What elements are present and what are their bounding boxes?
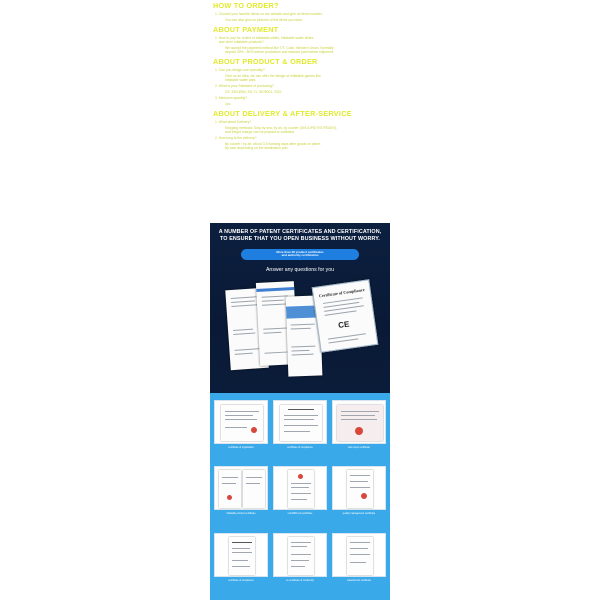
certificate-caption: en14960 test certificate xyxy=(287,512,313,515)
certificate-card xyxy=(212,530,270,598)
question: 1. Choose your favorite items on our website and give us items number. xyxy=(215,12,323,16)
certificate-thumbnail xyxy=(332,400,386,444)
answer: 1pc. xyxy=(225,101,232,106)
question: 1. Can you design one specially? xyxy=(215,68,265,73)
question: 2. What is your Standard of producing? xyxy=(215,84,274,89)
certificate-card xyxy=(330,463,388,531)
certificate-card xyxy=(271,530,329,598)
answer: We accept the payment method like T/T, Cash, Western Union. Normally deposit 30% - 50% before production and balance paid before shipment. xyxy=(225,45,334,55)
certificate-thumbnail xyxy=(214,400,268,444)
answer: CE, EN14960, EN 71, ISO9001, SGS. xyxy=(225,90,283,95)
faq-section-delivery xyxy=(213,109,393,150)
certificate-caption: inflatable product certificate xyxy=(226,512,256,515)
banner-headline xyxy=(210,229,390,243)
faq-section xyxy=(213,1,393,219)
certificate-thumbnail xyxy=(332,466,386,510)
faq-section-how-to-order xyxy=(213,1,393,22)
certificate-of-compliance-document xyxy=(312,279,379,352)
answer: You can also give us pictures of the items you want. xyxy=(225,17,303,22)
certificate-card xyxy=(330,397,388,465)
section-title: ABOUT PAYMENT xyxy=(213,24,279,34)
certificate-caption: material test certificate xyxy=(347,579,371,582)
faq-section-product-order xyxy=(213,57,393,106)
question: 1. What about Delivery? xyxy=(215,120,252,125)
answer: Give us an idea, we can offer the design of inflatable games like inflatable water park. xyxy=(225,73,321,83)
question: 2. How long is the delivery? xyxy=(215,136,257,141)
section-title: ABOUT PRODUCT & ORDER xyxy=(213,57,318,67)
certificate-caption: ce certificate of conformity xyxy=(286,579,314,582)
section-title: HOW TO ORDER? xyxy=(213,1,279,10)
certificate-card xyxy=(271,463,329,531)
certificate-card xyxy=(212,463,270,531)
pill-line1: More than 20 product certificates xyxy=(276,249,324,254)
question: 3. Minimum quantity? xyxy=(215,96,248,101)
banner-headline-line1: A NUMBER OF PATENT CERTIFICATES AND CERTIFICATION, xyxy=(218,229,382,235)
certificate-caption: quality management certificate xyxy=(342,512,376,515)
certificate-card xyxy=(271,397,329,465)
answer: Shipping methods: Ship by sea, by air, by courier (DHL/UPS/TNT/FEDEX), and freight charge can be prepaid or collected. xyxy=(225,125,338,135)
banner-headline-line2: TO ENSURE THAT YOU OPEN BUSINESS WITHOUT WORRY. xyxy=(220,236,380,242)
ce-mark-icon: CE xyxy=(337,319,350,330)
certificate-caption: certificate of registration xyxy=(228,446,254,449)
certificate-card xyxy=(212,397,270,465)
faq-section-payment xyxy=(213,25,393,54)
section-title: ABOUT DELIVERY & AFTER-SERVICE xyxy=(213,109,352,119)
answer-questions-text: Answer any questions for you xyxy=(265,267,335,273)
certificate-banner xyxy=(210,223,390,393)
certificate-thumbnail xyxy=(214,533,268,577)
certificate-thumbnail xyxy=(273,533,327,577)
certificates-grid xyxy=(210,393,390,600)
certificate-thumbnail xyxy=(332,533,386,577)
certificate-caption: certificate of compliance xyxy=(228,579,254,582)
certificate-thumbnail xyxy=(214,466,268,510)
certificate-card xyxy=(330,530,388,598)
answer: By courier / by air: about 3-5 working days after goods on plane. By sea: depending on the destination port. xyxy=(225,141,322,151)
certificate-caption: test report certificate xyxy=(348,446,370,449)
question: 1. How to pay for orders of inflatable slides, inflatable water slides and other inflatable products? xyxy=(215,35,314,45)
certificate-caption: certificate of compliance xyxy=(287,446,313,449)
certificate-thumbnail xyxy=(273,466,327,510)
pill-line2: and authority certification xyxy=(281,253,319,258)
certificate-thumbnail xyxy=(273,400,327,444)
certificate-title: Certificate of Compliance xyxy=(318,287,365,299)
certificates-pill xyxy=(241,249,359,260)
